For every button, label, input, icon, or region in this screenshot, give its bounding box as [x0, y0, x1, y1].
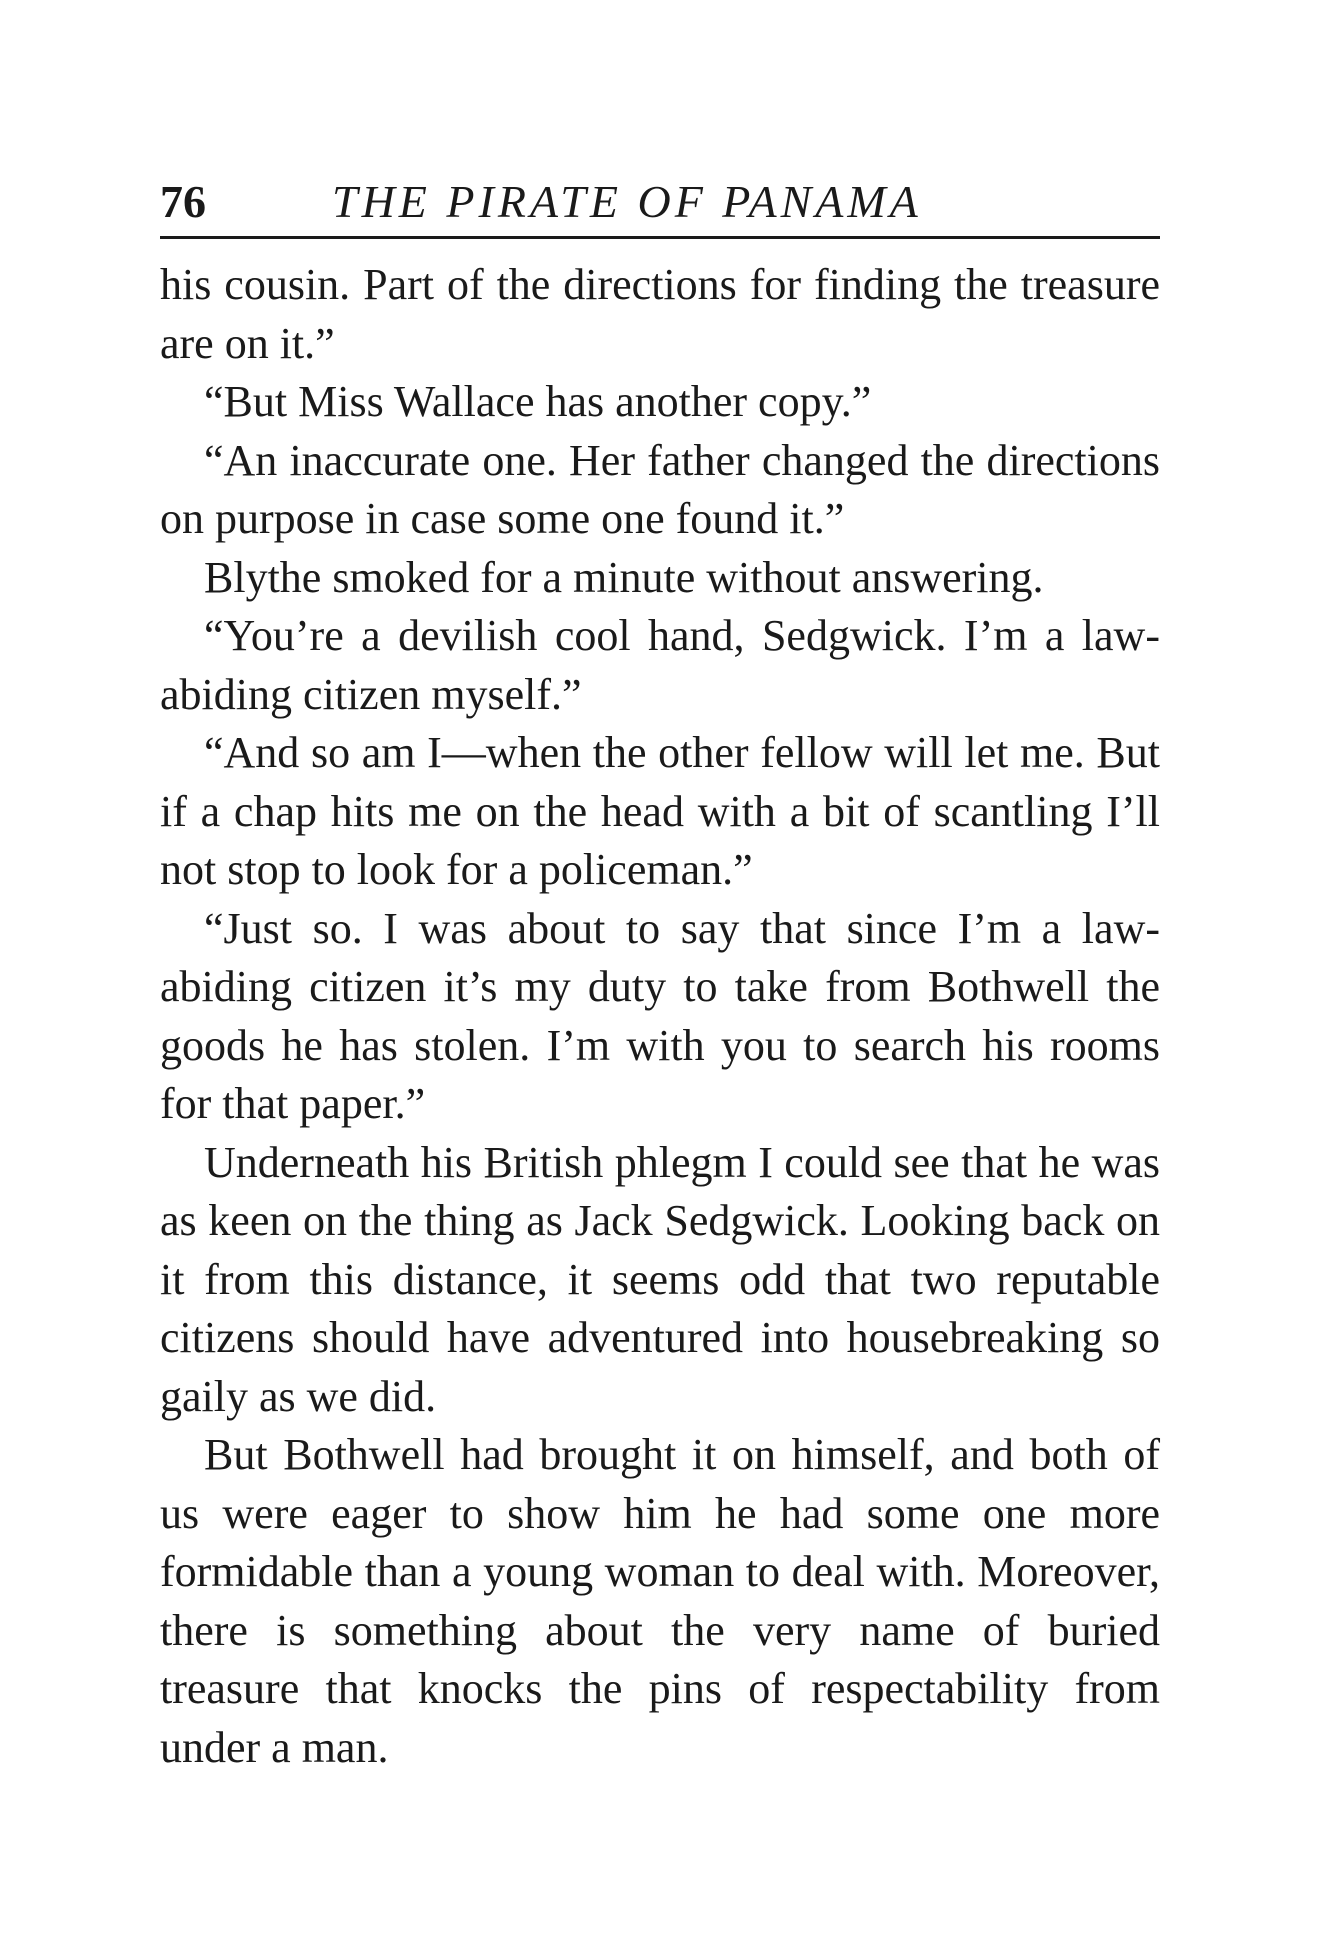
paragraph: But Bothwell had brought it on himself, and both of us were eager to show him he had some one more formidable than a young woman to deal with. Moreover, there is something about the very name of buried treasure that knocks the pins of respectability from under a man.	[160, 1430, 1160, 1772]
paragraph: “You’re a devilish cool hand, Sedgwick. I’m a law-abiding citizen myself.”	[160, 611, 1160, 719]
paragraph: “An inaccurate one. Her father changed the directions on purpose in case some one found it.”	[160, 435, 1160, 543]
running-head	[160, 172, 1160, 239]
paragraph: his cousin. Part of the directions for finding the treasure are on it.”	[160, 260, 1160, 368]
paragraph: Blythe smoked for a minute without answering.	[204, 552, 1044, 602]
paragraph: “But Miss Wallace has another copy.”	[204, 377, 872, 426]
paragraph: Underneath his British phlegm I could see that he was as keen on the thing as Jack Sedgwick. Looking back on it from this distance, it seems odd that two reputable citizens should have adventured into housebreaking so gaily as we did.	[160, 1137, 1160, 1421]
running-title: THE PIRATE OF PANAMA	[332, 176, 922, 227]
body-text	[160, 256, 1160, 1777]
paragraph: “And so am I—when the other fellow will let me. But if a chap hits me on the head with a bit of scantling I’ll not stop to look for a policeman.”	[160, 728, 1160, 894]
page-number: 76	[160, 176, 206, 227]
paragraph: “Just so. I was about to say that since I’m a law-abiding citizen it’s my duty to take from Bothwell the goods he has stolen. I’m with you to search his rooms for that paper.”	[160, 903, 1160, 1128]
